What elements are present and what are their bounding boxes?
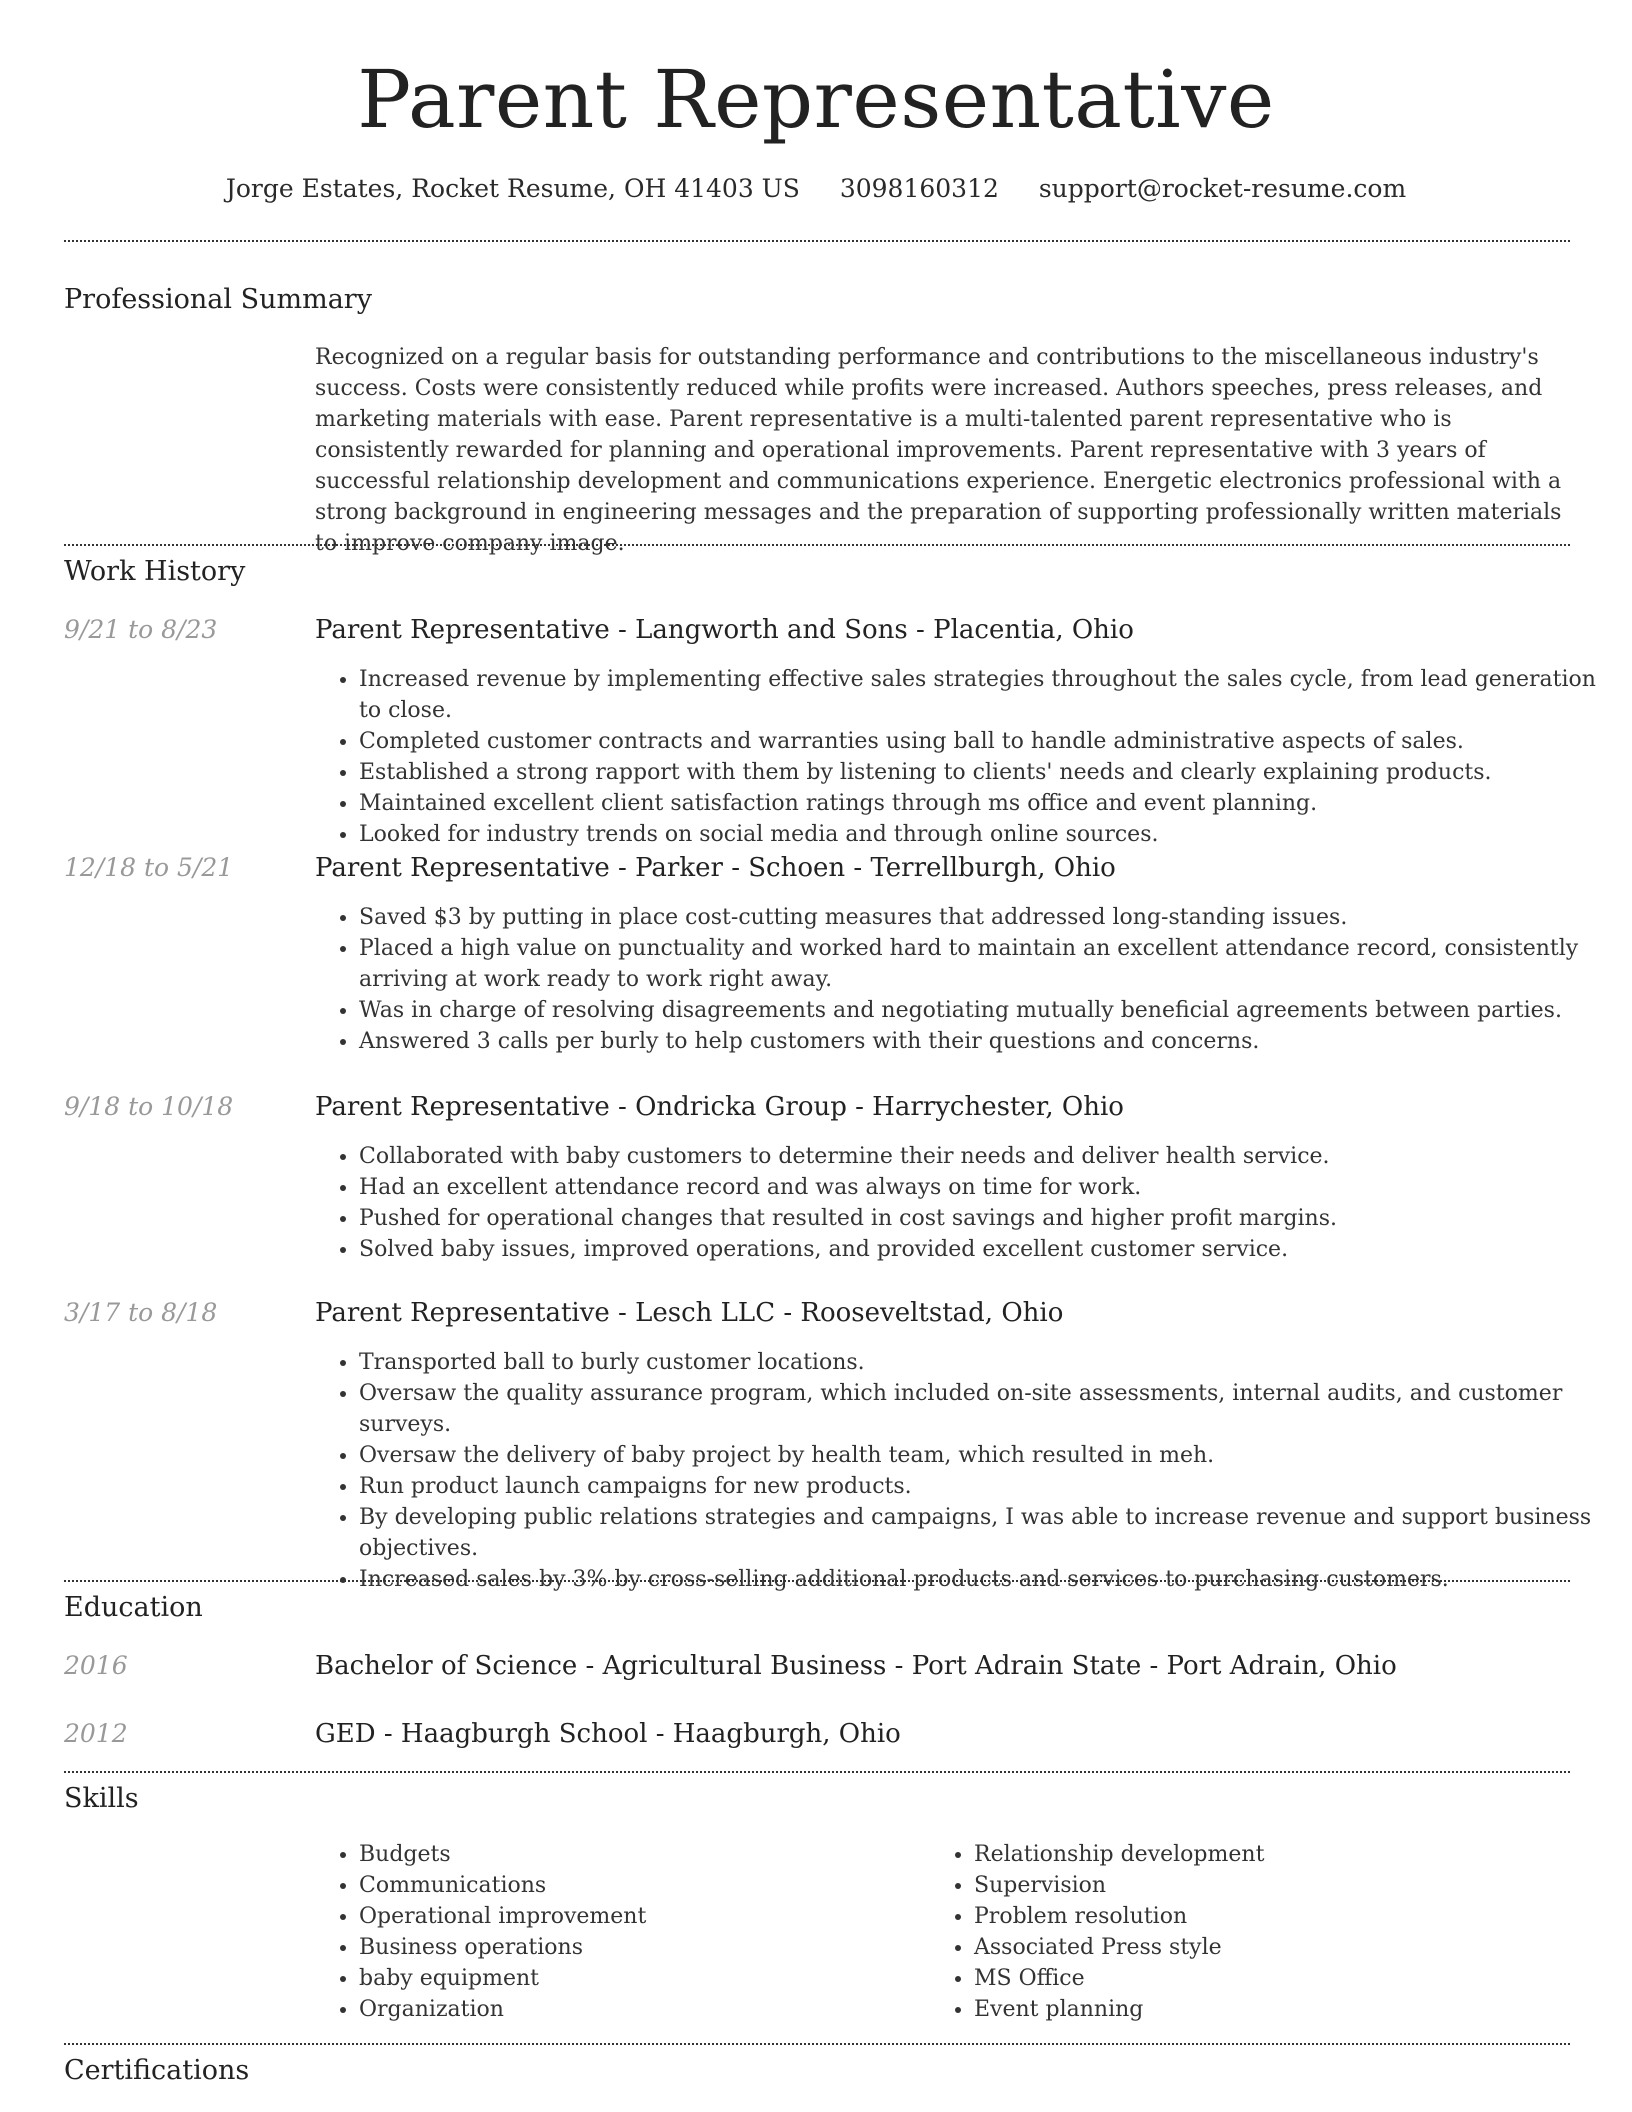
job-bullets — [315, 1347, 1619, 1595]
skill-item: • Problem resolution — [974, 1901, 1574, 1932]
job-bullet: • Answered 3 calls per burly to help customers with their questions and concerns. — [359, 1026, 1619, 1057]
job-bullets — [315, 664, 1619, 850]
job-dates: 12/18 to 5/21 — [64, 853, 234, 882]
skill-item: • Relationship development — [974, 1839, 1574, 1870]
education-year: 2016 — [64, 1651, 128, 1680]
skill-item: • MS Office — [974, 1963, 1574, 1994]
job-bullet: • Oversaw the delivery of baby project by health team, which resulted in meh. — [359, 1440, 1619, 1471]
job-title: Parent Representative - Ondricka Group - Harrychester, Ohio — [315, 1092, 1124, 1122]
resume-name: Parent Representative — [357, 53, 1275, 146]
job-dates: 3/17 to 8/18 — [64, 1298, 218, 1327]
job-bullet: • Was in charge of resolving disagreements and negotiating mutually beneficial agreements between parties. — [359, 995, 1619, 1026]
contact-phone: 3098160312 — [839, 174, 999, 203]
skill-item: • Associated Press style — [974, 1932, 1574, 1963]
job-title: Parent Representative - Parker - Schoen - Terrellburgh, Ohio — [315, 853, 1116, 883]
skill-item: • Business operations — [359, 1932, 919, 1963]
job-bullet: • Established a strong rapport with them by listening to clients' needs and clearly explaining products. — [359, 757, 1619, 788]
job-bullet: • Transported ball to burly customer locations. — [359, 1347, 1619, 1378]
skill-item: • Organization — [359, 1994, 919, 2025]
job-title: Parent Representative - Lesch LLC - Rooseveltstad, Ohio — [315, 1298, 1064, 1328]
contact-address: Jorge Estates, Rocket Resume, OH 41403 US — [225, 174, 800, 203]
skills-list-right — [930, 1839, 1574, 2025]
divider — [64, 544, 1570, 546]
job-bullet: • Increased revenue by implementing effective sales strategies throughout the sales cycle, from lead generation to close. — [359, 664, 1619, 726]
job-bullet: • Maintained excellent client satisfaction ratings through ms office and event planning. — [359, 788, 1619, 819]
job-bullet: • Completed customer contracts and warranties using ball to handle administrative aspects of sales. — [359, 726, 1619, 757]
skill-item: • Supervision — [974, 1870, 1574, 1901]
divider — [64, 240, 1570, 242]
section-title-certifications: Certifications — [64, 2055, 250, 2086]
skill-item: • Budgets — [359, 1839, 919, 1870]
education-year: 2012 — [64, 1719, 128, 1748]
section-title-skills: Skills — [64, 1783, 139, 1814]
job-bullet: • Solved baby issues, improved operations, and provided excellent customer service. — [359, 1234, 1619, 1265]
job-title: Parent Representative - Langworth and Sons - Placentia, Ohio — [315, 615, 1134, 645]
contact-email[interactable]: support@rocket-resume.com — [1038, 174, 1407, 203]
job-bullets — [315, 1141, 1619, 1265]
education-degree: Bachelor of Science - Agricultural Business - Port Adrain State - Port Adrain, Ohio — [315, 1651, 1397, 1681]
job-bullet: • Collaborated with baby customers to determine their needs and deliver health service. — [359, 1141, 1619, 1172]
job-dates: 9/21 to 8/23 — [64, 615, 218, 644]
job-bullet: • Saved $3 by putting in place cost-cutting measures that addressed long-standing issues. — [359, 902, 1619, 933]
job-bullet: • Had an excellent attendance record and was always on time for work. — [359, 1172, 1619, 1203]
job-dates: 9/18 to 10/18 — [64, 1092, 234, 1121]
job-bullet: • Increased sales by 3% by cross-selling additional products and services to purchasing customers. — [359, 1564, 1619, 1595]
section-title-work: Work History — [64, 556, 246, 587]
skills-list-left — [315, 1839, 919, 2025]
section-title-summary: Professional Summary — [64, 284, 372, 315]
education-degree: GED - Haagburgh School - Haagburgh, Ohio — [315, 1719, 901, 1749]
job-bullet: • By developing public relations strategies and campaigns, I was able to increase revenue and support business objectives. — [359, 1502, 1619, 1564]
summary-text: Recognized on a regular basis for outstanding performance and contributions to the miscellaneous industry's success. Costs were consistently reduced while profits were increased. Authors speeches, press releases, and marketing materials with ease. Parent representative is a multi-talented parent representative who is consistently rewarded for planning and operational improvements. Parent representative with 3 years of successful relationship development and communications experience. Energetic electronics professional with a strong background in engineering messages and the preparation of supporting professionally written materials to improve company image. — [315, 345, 1562, 556]
skill-item: • Operational improvement — [359, 1901, 919, 1932]
skill-item: • baby equipment — [359, 1963, 919, 1994]
divider — [64, 1771, 1570, 1773]
section-title-education: Education — [64, 1592, 203, 1623]
contact-line — [0, 172, 1632, 206]
job-bullet: • Oversaw the quality assurance program, which included on-site assessments, internal audits, and customer surveys. — [359, 1378, 1619, 1440]
job-bullet: • Placed a high value on punctuality and worked hard to maintain an excellent attendance record, consistently arriving at work ready to work right away. — [359, 933, 1619, 995]
skill-item: • Communications — [359, 1870, 919, 1901]
job-bullets — [315, 902, 1619, 1057]
divider — [64, 2043, 1570, 2045]
skill-item: • Event planning — [974, 1994, 1574, 2025]
job-bullet: • Looked for industry trends on social media and through online sources. — [359, 819, 1619, 850]
divider — [64, 1580, 1570, 1582]
job-bullet: • Pushed for operational changes that resulted in cost savings and higher profit margins. — [359, 1203, 1619, 1234]
job-bullet: • Run product launch campaigns for new products. — [359, 1471, 1619, 1502]
